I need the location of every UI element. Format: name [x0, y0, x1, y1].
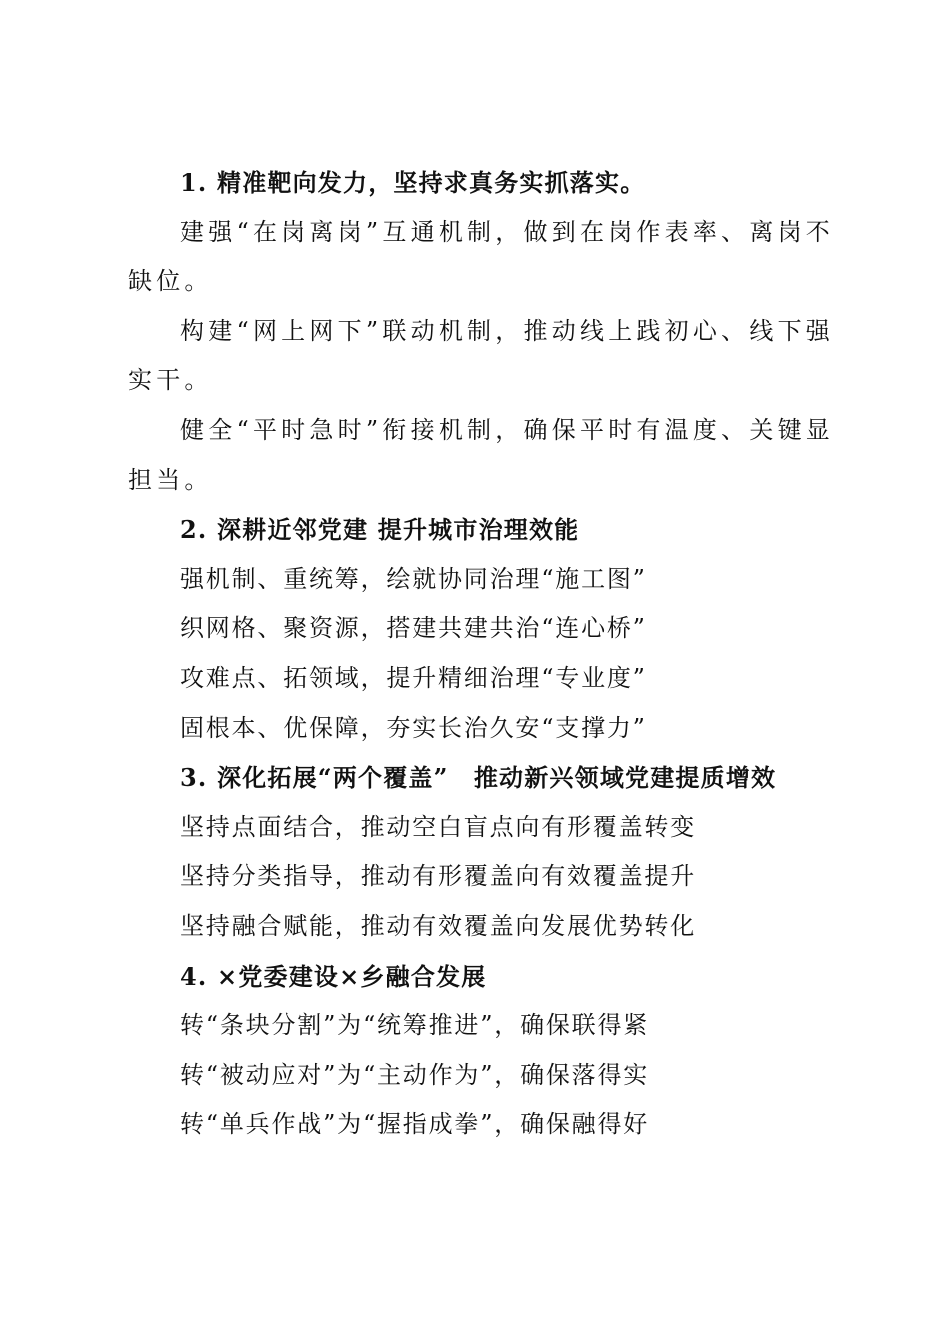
- list-item: 转“条块分割”为“统筹推进”，确保联得紧: [180, 1011, 650, 1040]
- list-item: 转“被动应对”为“主动作为”，确保落得实: [180, 1060, 650, 1089]
- section-heading-1: 1. 精准靶向发力，坚持求真务实抓落实。: [180, 168, 646, 197]
- list-item: 坚持融合赋能，推动有效覆盖向发展优势转化: [180, 911, 696, 940]
- section-heading-4: 4. ×党委建设×乡融合发展: [180, 961, 487, 991]
- paragraph: 健全“平时急时”衔接机制，确保平时有温度、关键显担当。: [128, 415, 834, 494]
- list-item: 织网格、聚资源，搭建共建共治“连心桥”: [180, 614, 647, 643]
- list-item: 转“单兵作战”为“握指成拳”，确保融得好: [180, 1110, 650, 1139]
- list-item: 固根本、优保障，夯实长治久安“支撑力”: [180, 713, 647, 742]
- document-body: [128, 158, 834, 1150]
- paragraph: 建强“在岗离岗”互通机制，做到在岗作表率、离岗不缺位。: [128, 217, 834, 296]
- list-item: 坚持点面结合，推动空白盲点向有形覆盖转变: [180, 812, 696, 841]
- section-heading-2: 2. 深耕近邻党建 提升城市治理效能: [180, 515, 580, 545]
- section-heading-3: 3. 深化拓展“两个覆盖” 推动新兴领域党建提质增效: [180, 763, 777, 793]
- list-item: 坚持分类指导，推动有形覆盖向有效覆盖提升: [180, 862, 696, 891]
- list-item: 强机制、重统筹，绘就协同治理“施工图”: [180, 564, 647, 593]
- paragraph: 构建“网上网下”联动机制，推动线上践初心、线下强实干。: [128, 316, 834, 395]
- list-item: 攻难点、拓领域，提升精细治理“专业度”: [180, 663, 647, 692]
